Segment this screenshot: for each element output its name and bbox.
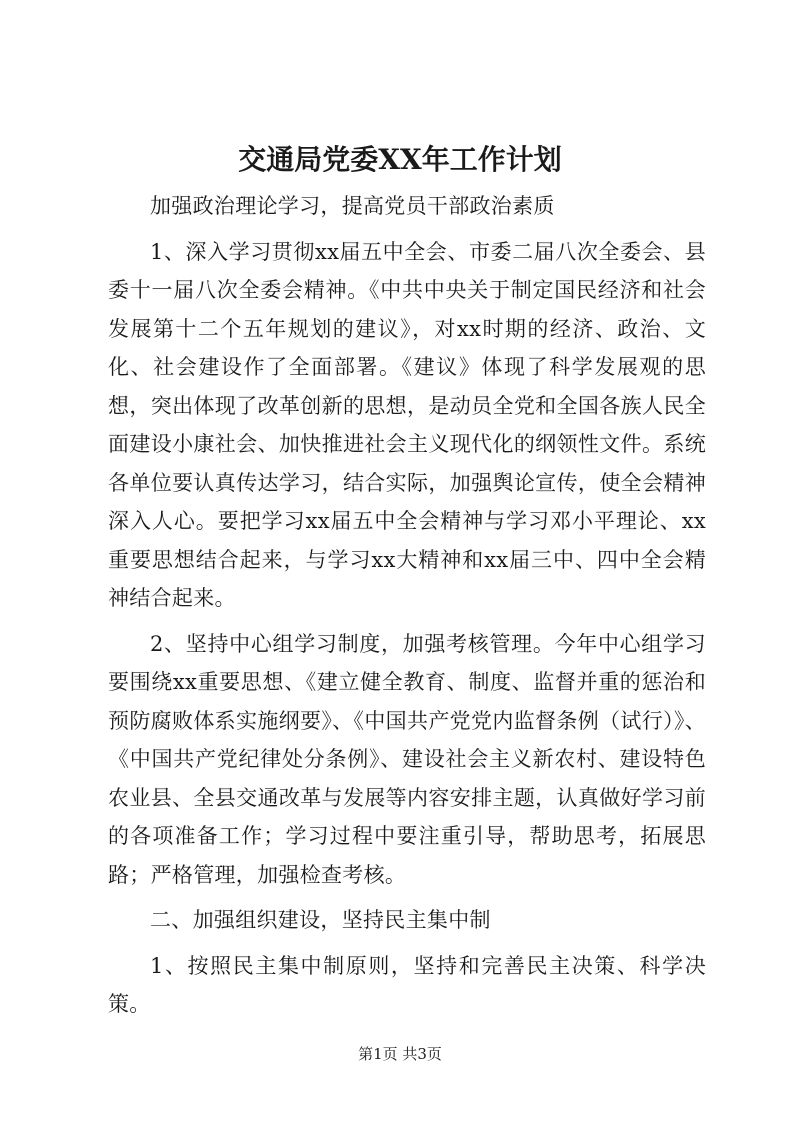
- paragraph-study-plenary: 1、深入学习贯彻xx届五中全会、市委二届八次全委会、县委十一届八次全委会精神。《中共中央关于制定国民经济和社会发展第十二个五年规划的建议》，对xx时期的经济、政治、文化、社会建设作了全面部署。《建议》体现了科学发展观的思想，突出体现了改革创新的思想，是动员全党和全国各族人民全面建设小康社会、加快推进社会主义现代化的纲领性文件。系统各单位要认真传达学习，结合实际，加强舆论宣传，使全会精神深入人心。要把学习xx届五中全会精神与学习邓小平理论、xx重要思想结合起来，与学习xx大精神和xx届三中、四中全会精神结合起来。: [108, 239, 706, 610]
- paragraph-democratic-centralism: 1、按照民主集中制原则，坚持和完善民主决策、科学决策。: [108, 953, 706, 1016]
- page-number-footer: 第1页 共3页: [358, 1045, 442, 1063]
- section-heading-political-study: 加强政治理论学习，提高党员干部政治素质: [150, 194, 555, 218]
- paragraph-central-group-study: 2、坚持中心组学习制度，加强考核管理。今年中心组学习要围绕xx重要思想、《建立健全教育、制度、监督并重的惩治和预防腐败体系实施纲要》、《中国共产党党内监督条例（试行）》、《中国共产党纪律处分条例》、建设社会主义新农村、建设特色农业县、全县交通改革与发展等内容安排主题，认真做好学习前的各项准备工作；学习过程中要注重引导，帮助思考，拓展思路；严格管理，加强检查考核。: [108, 631, 706, 887]
- document-body: [108, 187, 706, 1024]
- section-heading-organization: 二、加强组织建设，坚持民主集中制: [150, 908, 491, 932]
- document-title: 交通局党委XX年工作计划: [238, 143, 562, 176]
